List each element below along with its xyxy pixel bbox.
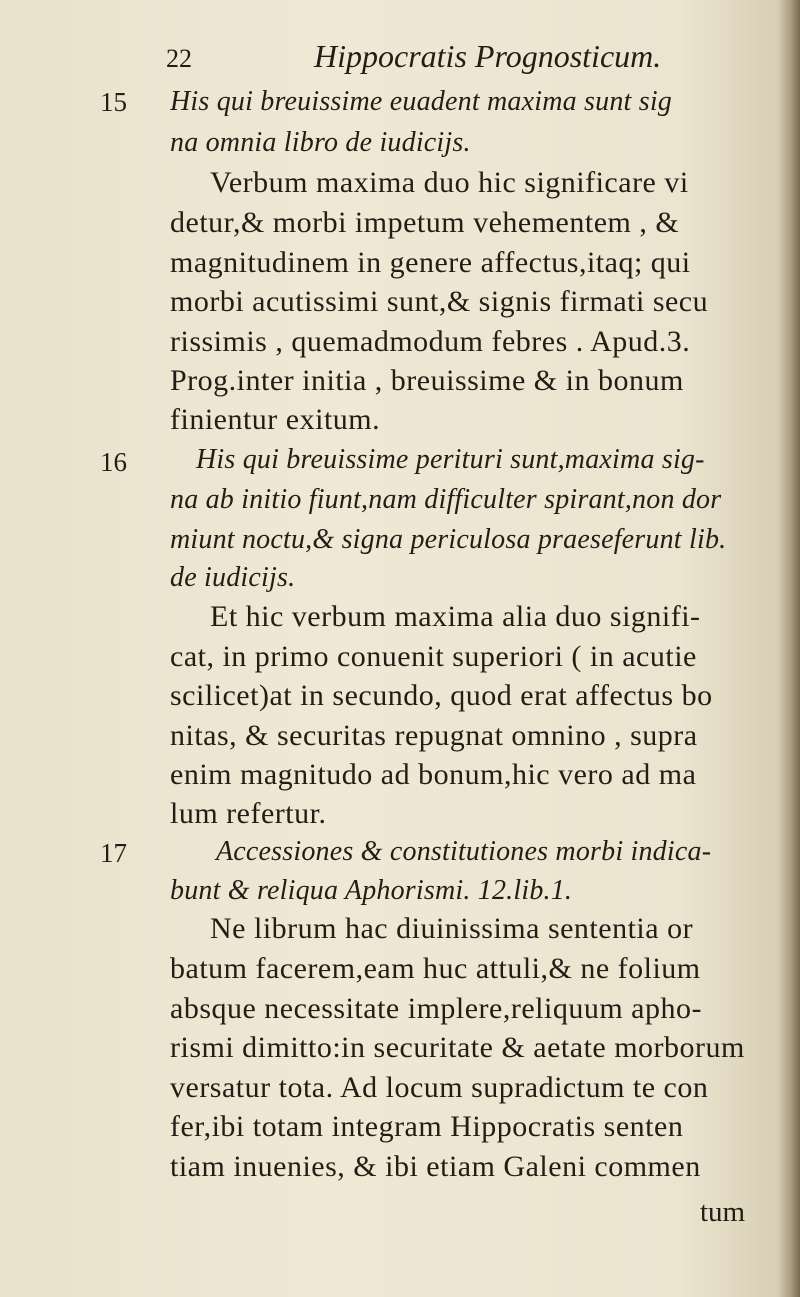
page-gutter-shadow bbox=[778, 0, 800, 1297]
commentary-line: fer,ibi totam integram Hippocratis senten bbox=[170, 1110, 684, 1143]
commentary-line: Et hic verbum maxima alia duo signifi- bbox=[210, 600, 701, 633]
commentary-line: magnitudinem in genere affectus,itaq; qui bbox=[170, 246, 691, 279]
commentary-line: lum refertur. bbox=[170, 797, 327, 830]
commentary-line: batum facerem,eam huc attuli,& ne folium bbox=[170, 952, 701, 985]
commentary-line: detur,& morbi impetum vehementem , & bbox=[170, 206, 680, 239]
section-number-15: 15 bbox=[100, 87, 127, 117]
aphorism-line: Accessiones & constitutiones morbi indica- bbox=[216, 836, 712, 867]
commentary-line: morbi acutissimi sunt,& signis firmati secu bbox=[170, 285, 709, 318]
commentary-line: Verbum maxima duo hic significare vi bbox=[210, 166, 689, 199]
commentary-line: rismi dimitto:in securitate & aetate morborum bbox=[170, 1031, 745, 1064]
commentary-line: tiam inuenies, & ibi etiam Galeni commen bbox=[170, 1150, 701, 1183]
section-number-16: 16 bbox=[100, 447, 127, 477]
aphorism-line: His qui breuissime perituri sunt,maxima sig- bbox=[196, 444, 705, 475]
commentary-line: versatur tota. Ad locum supradictum te con bbox=[170, 1071, 709, 1104]
commentary-line: Prog.inter initia , breuissime & in bonum bbox=[170, 364, 684, 397]
aphorism-line: de iudicijs. bbox=[170, 562, 296, 593]
aphorism-line: na omnia libro de iudicijs. bbox=[170, 127, 471, 158]
catchword: tum bbox=[700, 1196, 746, 1228]
commentary-line: cat, in primo conuenit superiori ( in acutie bbox=[170, 640, 697, 673]
aphorism-line: miunt noctu,& signa periculosa praeseferunt lib. bbox=[170, 524, 727, 555]
aphorism-line: bunt & reliqua Aphorismi. 12.lib.1. bbox=[170, 875, 573, 906]
aphorism-line: na ab initio fiunt,nam difficulter spirant,non dor bbox=[170, 484, 722, 515]
page-header bbox=[166, 38, 766, 88]
commentary-line: scilicet)at in secundo, quod erat affectus bo bbox=[170, 679, 713, 712]
commentary-line: enim magnitudo ad bonum,hic vero ad ma bbox=[170, 758, 697, 791]
commentary-line: absque necessitate implere,reliquum apho- bbox=[170, 992, 702, 1025]
commentary-line: Ne librum hac diuinissima sententia or bbox=[210, 912, 694, 945]
running-title: Hippocratis Prognosticum. bbox=[314, 38, 662, 74]
folio-number: 22 bbox=[166, 44, 192, 73]
commentary-line: nitas, & securitas repugnat omnino , supra bbox=[170, 719, 698, 752]
section-number-17: 17 bbox=[100, 838, 127, 868]
commentary-line: rissimis , quemadmodum febres . Apud.3. bbox=[170, 325, 691, 358]
aphorism-line: His qui breuissime euadent maxima sunt sig bbox=[170, 86, 672, 117]
commentary-line: finientur exitum. bbox=[170, 403, 381, 436]
